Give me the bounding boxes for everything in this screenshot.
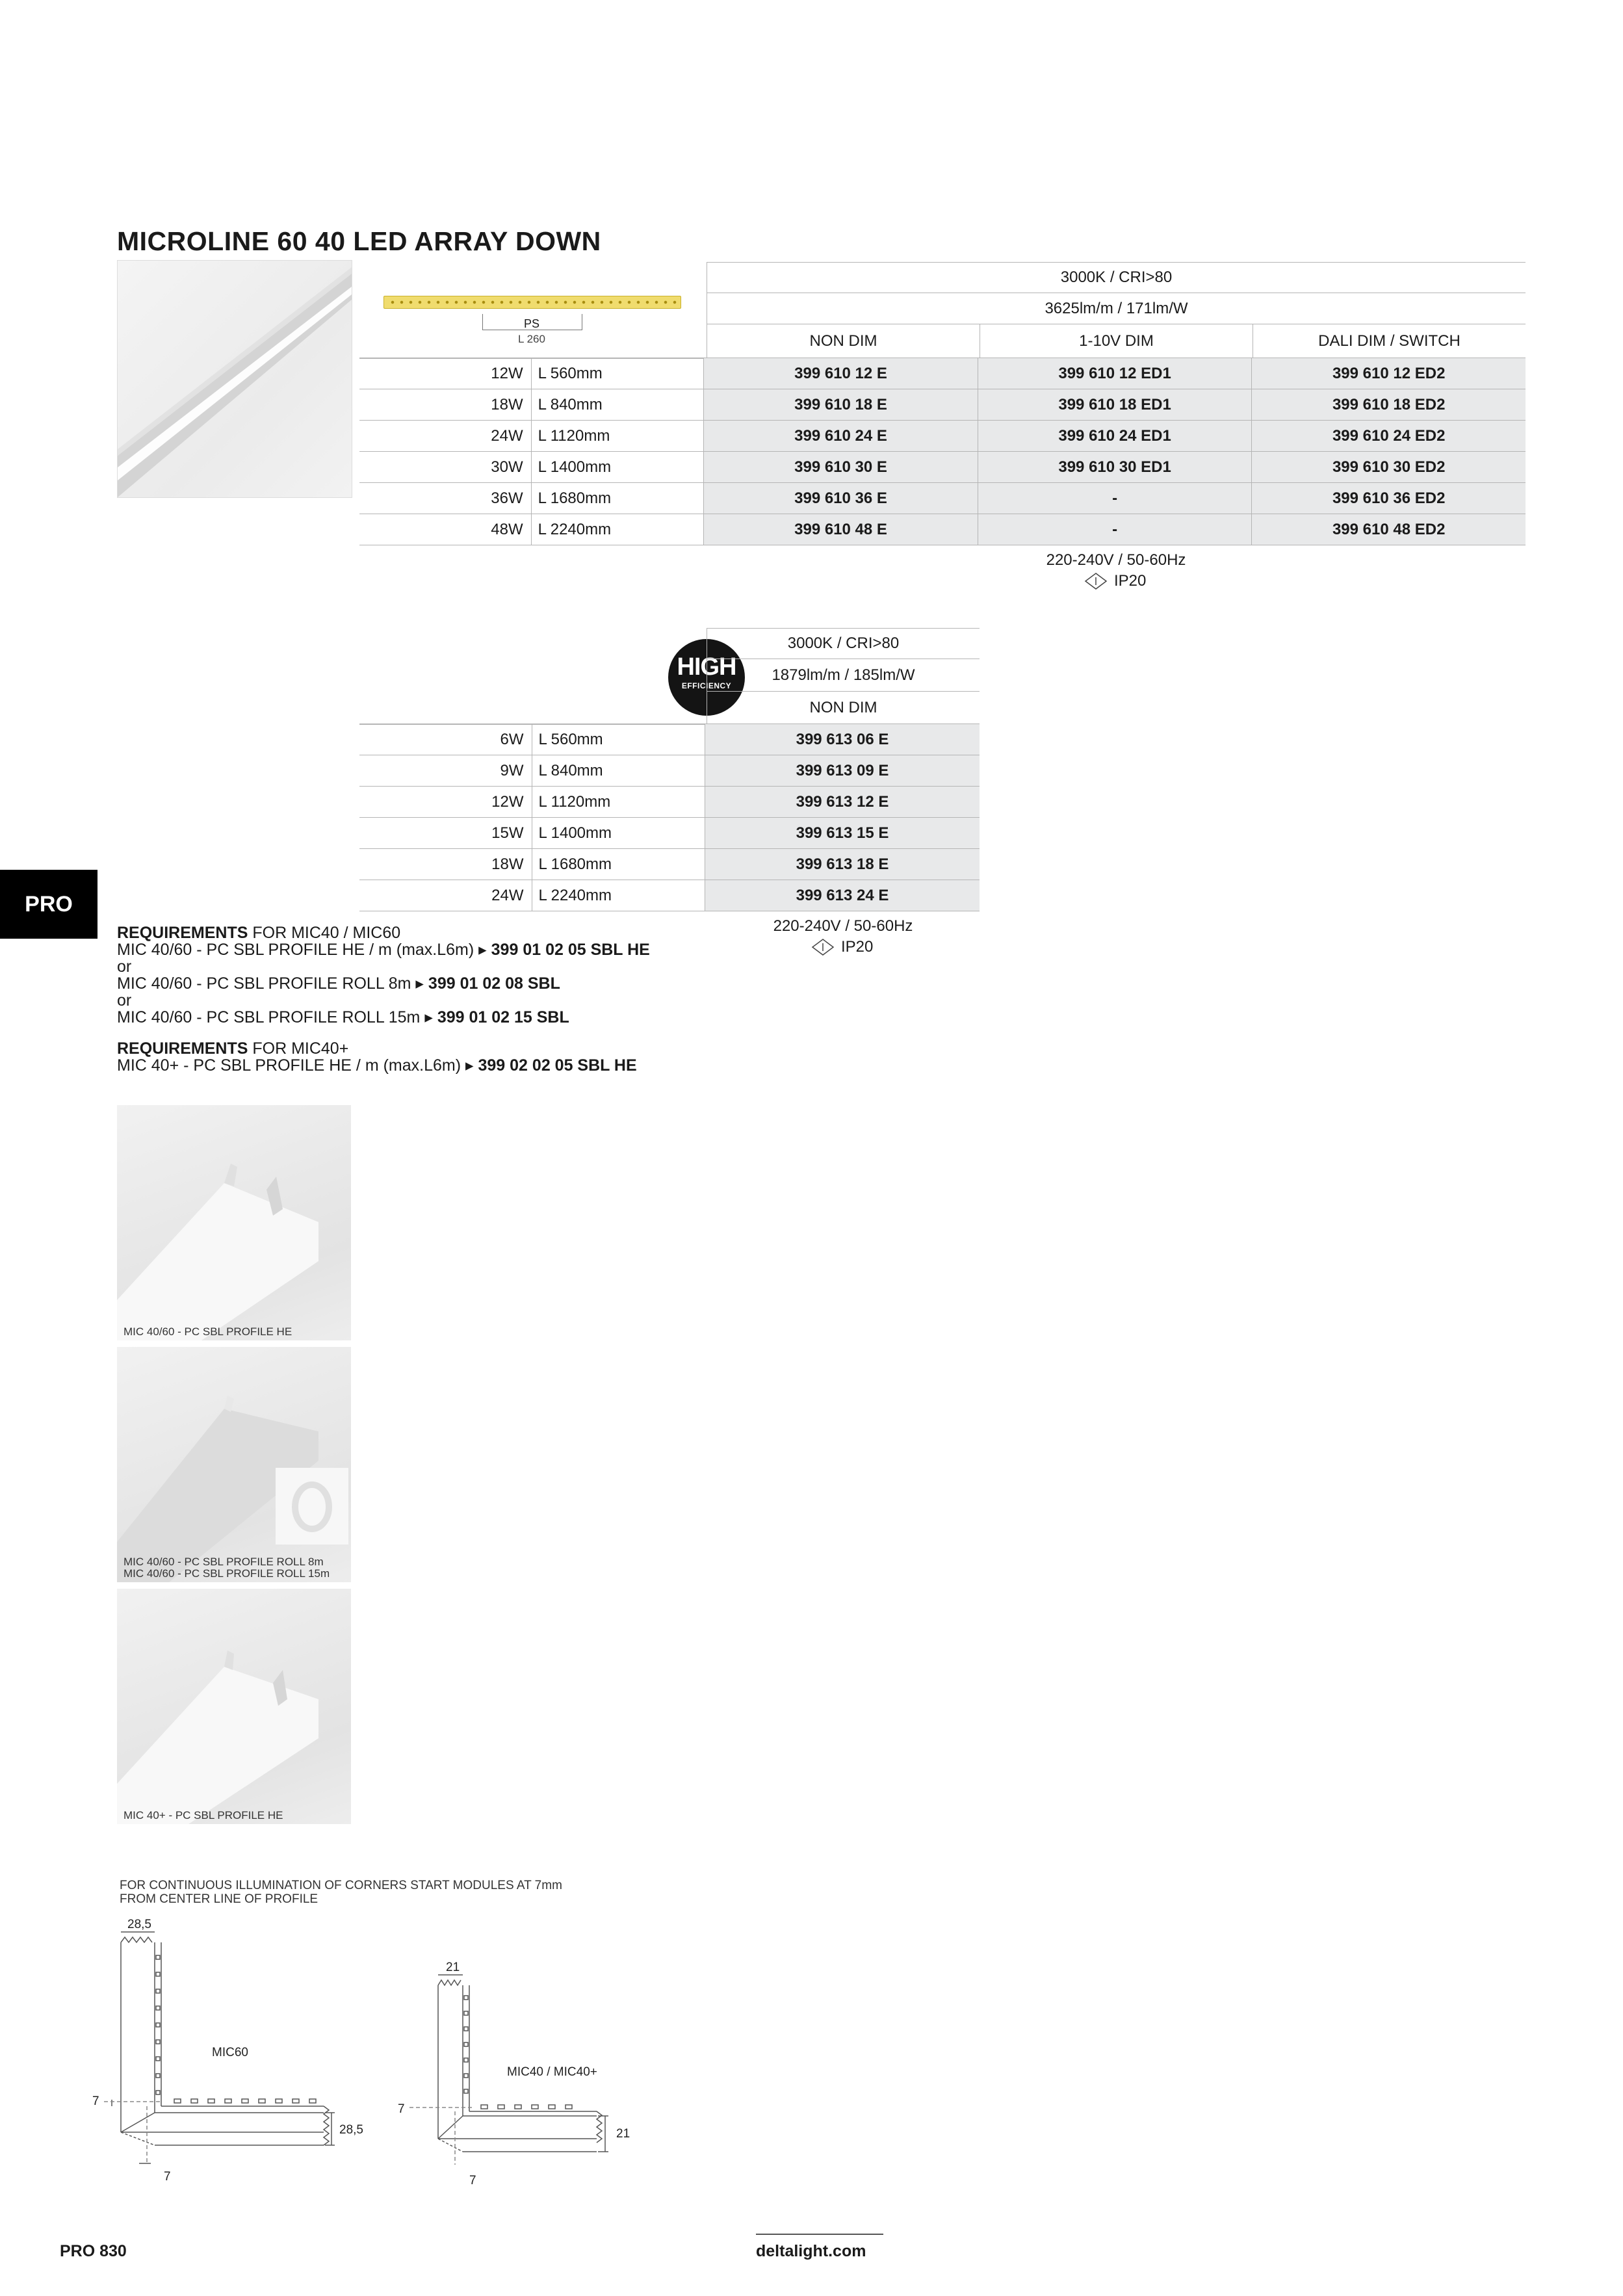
accessory-caption [123,1556,330,1580]
article-code: 399 610 48 ED2 [1252,514,1526,545]
wattage: 36W [359,483,531,514]
corner-diagram-mic60 [84,1918,390,2191]
table-row [359,724,980,755]
article-code: 399 610 24 ED1 [978,421,1252,452]
length: L 1680mm [531,483,704,514]
accessory-photo-profile-40plus [117,1589,351,1824]
table-row [359,514,1526,545]
table2-ip-rating [811,938,873,956]
requirements-mic40plus: REQUIREMENTS FOR MIC40+ MIC 40+ - PC SBL PROFILE HE / m (max.L6m) ▸ 399 02 02 05 SBL HE [117,1039,637,1075]
table2-voltage: 220-240V / 50-60Hz [773,917,913,935]
wattage: 24W [359,880,532,911]
article-code: 399 610 30 E [704,452,978,483]
table-row [359,755,980,787]
article-code: 399 613 06 E [705,724,980,755]
caption-line: MIC 40/60 - PC SBL PROFILE ROLL 15m [123,1567,330,1580]
requirement-text: MIC 40/60 - PC SBL PROFILE HE / m (max.L6m) [117,941,479,959]
article-code: 399 613 18 E [705,849,980,880]
table-row [359,818,980,849]
table1-lumen: 3625lm/m / 171lm/W [707,293,1526,324]
table2-lumen: 1879lm/m / 185lm/W [707,659,980,692]
profile-label: MIC60 [212,2046,248,2059]
dim-top: 21 [446,1961,460,1974]
length: L 2240mm [531,514,704,545]
footer-rule [756,2234,883,2235]
ip-label: IP20 [841,938,874,956]
article-code: 399 610 36 ED2 [1252,483,1526,514]
article-code: 399 610 30 ED2 [1252,452,1526,483]
dim-bottom: 7 [164,2170,171,2184]
article-code: 399 613 15 E [705,818,980,849]
article-code: 399 610 36 E [704,483,978,514]
table1-voltage: 220-240V / 50-60Hz [1046,551,1186,569]
accessory-photo-profile-roll [117,1347,351,1582]
dim-right: 21 [616,2127,630,2141]
article-code: 399 610 12 E [704,358,978,389]
requirement-code: 399 01 02 08 SBL [428,974,560,993]
ip-label: IP20 [1114,572,1147,590]
length: L 840mm [532,755,705,787]
article-code: 399 610 18 E [704,389,978,421]
badge-line1: HIGH [677,653,736,681]
wattage: 9W [359,755,532,787]
table2-col-nondim: NON DIM [707,692,980,724]
dim-left: 7 [398,2102,405,2116]
profile-label: MIC40 / MIC40+ [507,2065,597,2079]
dim-right: 28,5 [339,2123,363,2137]
article-code: 399 610 12 ED1 [978,358,1252,389]
length: L 1120mm [531,421,704,452]
article-code: - [978,483,1252,514]
length: L 1680mm [532,849,705,880]
length: L 560mm [532,724,705,755]
caption-line: MIC 40/60 - PC SBL PROFILE ROLL 8m [123,1556,324,1568]
article-code: 399 613 09 E [705,755,980,787]
table-row [359,483,1526,514]
wattage: 30W [359,452,531,483]
requirement-code: 399 01 02 15 SBL [437,1008,569,1026]
page-number: PRO 830 [60,2242,127,2260]
length: L 840mm [531,389,704,421]
wattage: 6W [359,724,532,755]
length: L 1400mm [532,818,705,849]
website-link[interactable]: deltalight.com [756,2242,866,2260]
or-text: or [117,991,132,1010]
article-code: 399 610 18 ED1 [978,389,1252,421]
product-photo [117,260,352,498]
article-code: 399 613 12 E [705,787,980,818]
requirement-text: MIC 40+ - PC SBL PROFILE HE / m (max.L6m) [117,1056,465,1075]
accessory-caption: MIC 40+ - PC SBL PROFILE HE [123,1809,283,1821]
corner-diagram-mic40 [390,1957,663,2191]
wattage: 24W [359,421,531,452]
led-strip-illustration [383,296,681,309]
article-code: 399 610 24 ED2 [1252,421,1526,452]
page-title: MICROLINE 60 40 LED ARRAY DOWN [117,226,601,256]
table1-col-nondim: NON DIM [707,324,980,358]
table-row [359,787,980,818]
wattage: 48W [359,514,531,545]
section-tab-pro: PRO [0,870,97,939]
requirements-scope: FOR MIC40 / MIC60 [248,924,401,942]
wattage: 12W [359,358,531,389]
table1-color-temp: 3000K / CRI>80 [707,262,1526,293]
note-line: FOR CONTINUOUS ILLUMINATION OF CORNERS START MODULES AT 7mm [120,1879,562,1892]
roll-inset-photo [276,1468,348,1545]
corner-note [120,1879,562,1906]
table1-col-dali: DALI DIM / SWITCH [1253,324,1526,358]
or-text: or [117,958,132,976]
table-row [359,358,1526,389]
requirement-text: MIC 40/60 - PC SBL PROFILE ROLL 8m [117,974,416,993]
article-code: - [978,514,1252,545]
ip-diamond-icon [1084,572,1108,590]
article-code: 399 610 24 E [704,421,978,452]
table-row [359,421,1526,452]
table1-ip-rating [1084,572,1146,590]
dim-top: 28,5 [127,1918,151,1931]
ps-label: PS [523,317,539,330]
ip-diamond-icon [811,938,835,956]
length: L 560mm [531,358,704,389]
wattage: 18W [359,849,532,880]
table-row [359,452,1526,483]
table2-color-temp: 3000K / CRI>80 [707,628,980,659]
requirements-scope: FOR MIC40+ [248,1039,349,1058]
requirements-mic40-mic60: REQUIREMENTS FOR MIC40 / MIC60 MIC 40/60 - PC SBL PROFILE HE / m (max.L6m) ▸ 399 01 02 05 SBL HE or MIC 40/60 - PC SBL PROFILE ROLL 8m ▸ 399 01 02 08 SBL or MIC 40/60 - PC SBL PROFILE ROLL 15m ▸ 399 01 02 15 SBL [117,924,650,1026]
requirements-heading: REQUIREMENTS [117,924,248,942]
article-code: 399 610 30 ED1 [978,452,1252,483]
accessory-caption: MIC 40/60 - PC SBL PROFILE HE [123,1325,292,1338]
table-row [359,389,1526,421]
wattage: 12W [359,787,532,818]
table-row [359,880,980,911]
length: L 2240mm [532,880,705,911]
article-code: 399 610 18 ED2 [1252,389,1526,421]
accessory-photo-profile-he [117,1105,351,1340]
table1-col-110v: 1-10V DIM [980,324,1253,358]
length: L 1120mm [532,787,705,818]
table2 [359,724,980,911]
requirement-code: 399 02 02 05 SBL HE [478,1056,637,1075]
dim-bottom: 7 [469,2174,476,2187]
article-code: 399 610 12 ED2 [1252,358,1526,389]
table-row [359,849,980,880]
length: L 1400mm [531,452,704,483]
article-code: 399 610 48 E [704,514,978,545]
requirement-code: 399 01 02 05 SBL HE [491,941,650,959]
note-line: FROM CENTER LINE OF PROFILE [120,1892,318,1906]
badge-line2: EFFICIENCY [681,681,732,690]
wattage: 15W [359,818,532,849]
article-code: 399 613 24 E [705,880,980,911]
requirement-text: MIC 40/60 - PC SBL PROFILE ROLL 15m [117,1008,425,1026]
requirements-heading: REQUIREMENTS [117,1039,248,1058]
wattage: 18W [359,389,531,421]
strip-length-label: L 260 [518,333,545,345]
dim-left: 7 [92,2094,99,2108]
table1 [359,358,1526,545]
